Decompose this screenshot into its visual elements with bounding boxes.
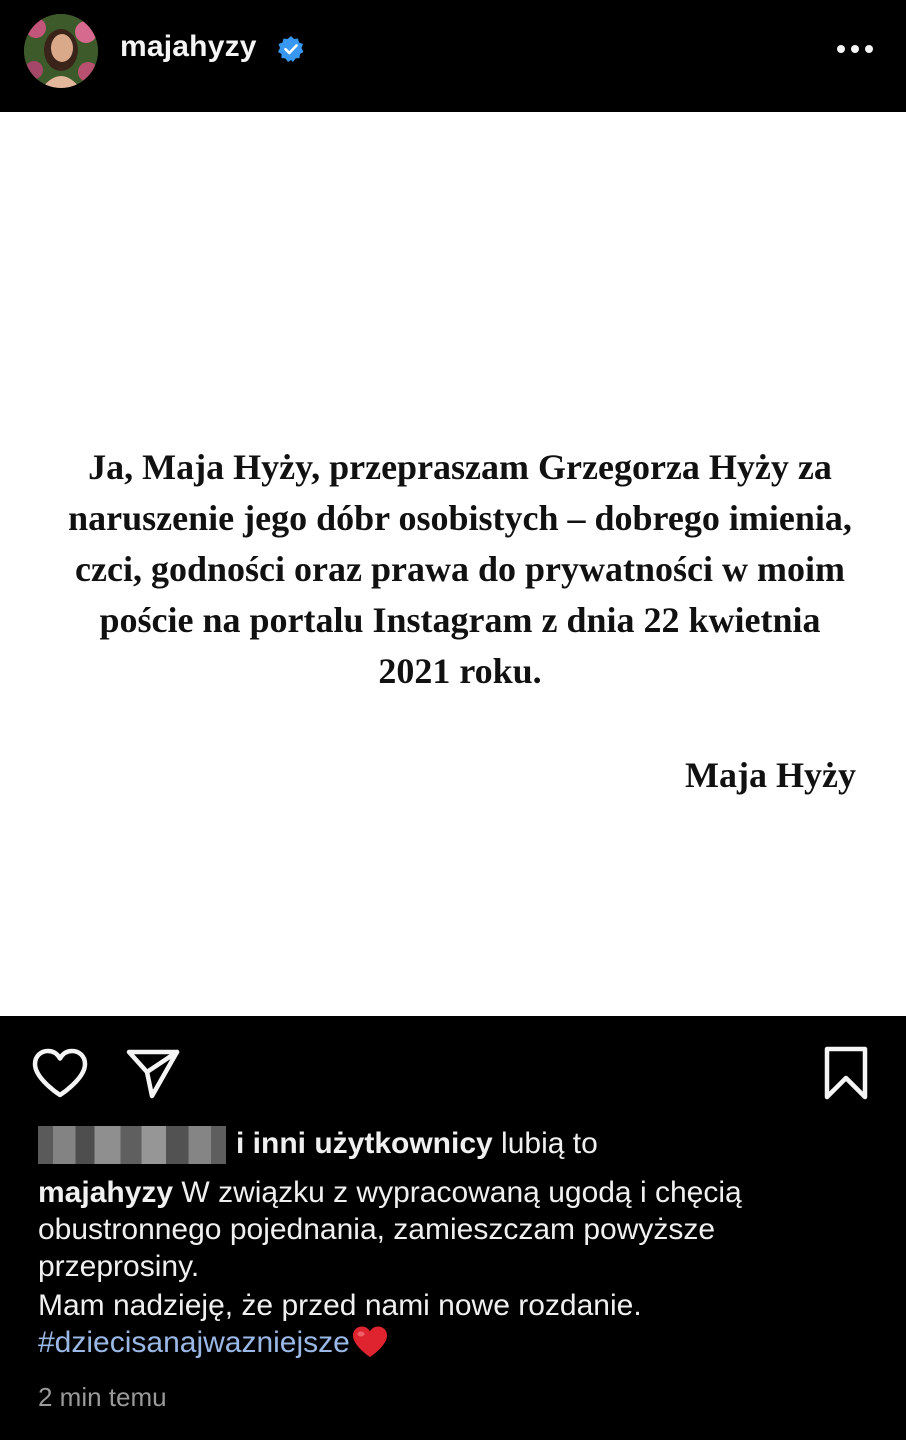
caption-author[interactable]: majahyzy	[38, 1176, 174, 1209]
likes-others: i inni użytkownicy	[236, 1126, 493, 1160]
more-options-icon[interactable]	[830, 32, 880, 66]
post-timestamp: 2 min temu	[38, 1382, 167, 1412]
blurred-liker-name	[38, 1126, 226, 1164]
likes-summary[interactable]	[38, 1126, 598, 1164]
apology-statement: Ja, Maja Hyży, przepraszam Grzegorza Hyży za naruszenie jego dóbr osobistych – dobrego imienia, czci, godności oraz prawa do prywatności w moim poście na portalu Instagram z dnia 22 kwietnia 2021 roku.	[68, 447, 852, 691]
caption-text: W związku z wypracowaną ugodą i chęcią obustronnego pojednania, zamieszczam powyższe przeprosiny.	[38, 1176, 742, 1283]
signature: Maja Hyży	[685, 755, 856, 795]
hashtag-link[interactable]: #dziecisanajwazniejsze	[38, 1326, 350, 1359]
post-header	[0, 0, 906, 110]
likes-suffix: lubią to	[492, 1126, 598, 1160]
verified-badge-icon	[277, 35, 305, 63]
post-image[interactable]	[0, 112, 906, 1016]
bookmark-icon[interactable]	[818, 1044, 874, 1102]
profile-photo	[24, 14, 98, 88]
heart-outline-icon[interactable]	[30, 1046, 90, 1100]
red-heart-emoji-icon	[350, 1324, 390, 1360]
caption	[38, 1174, 878, 1361]
send-icon[interactable]	[124, 1046, 182, 1100]
username[interactable]: majahyzy	[120, 30, 257, 63]
avatar[interactable]	[24, 14, 98, 88]
caption-text-2: Mam nadzieję, że przed nami nowe rozdanie.	[38, 1289, 642, 1322]
